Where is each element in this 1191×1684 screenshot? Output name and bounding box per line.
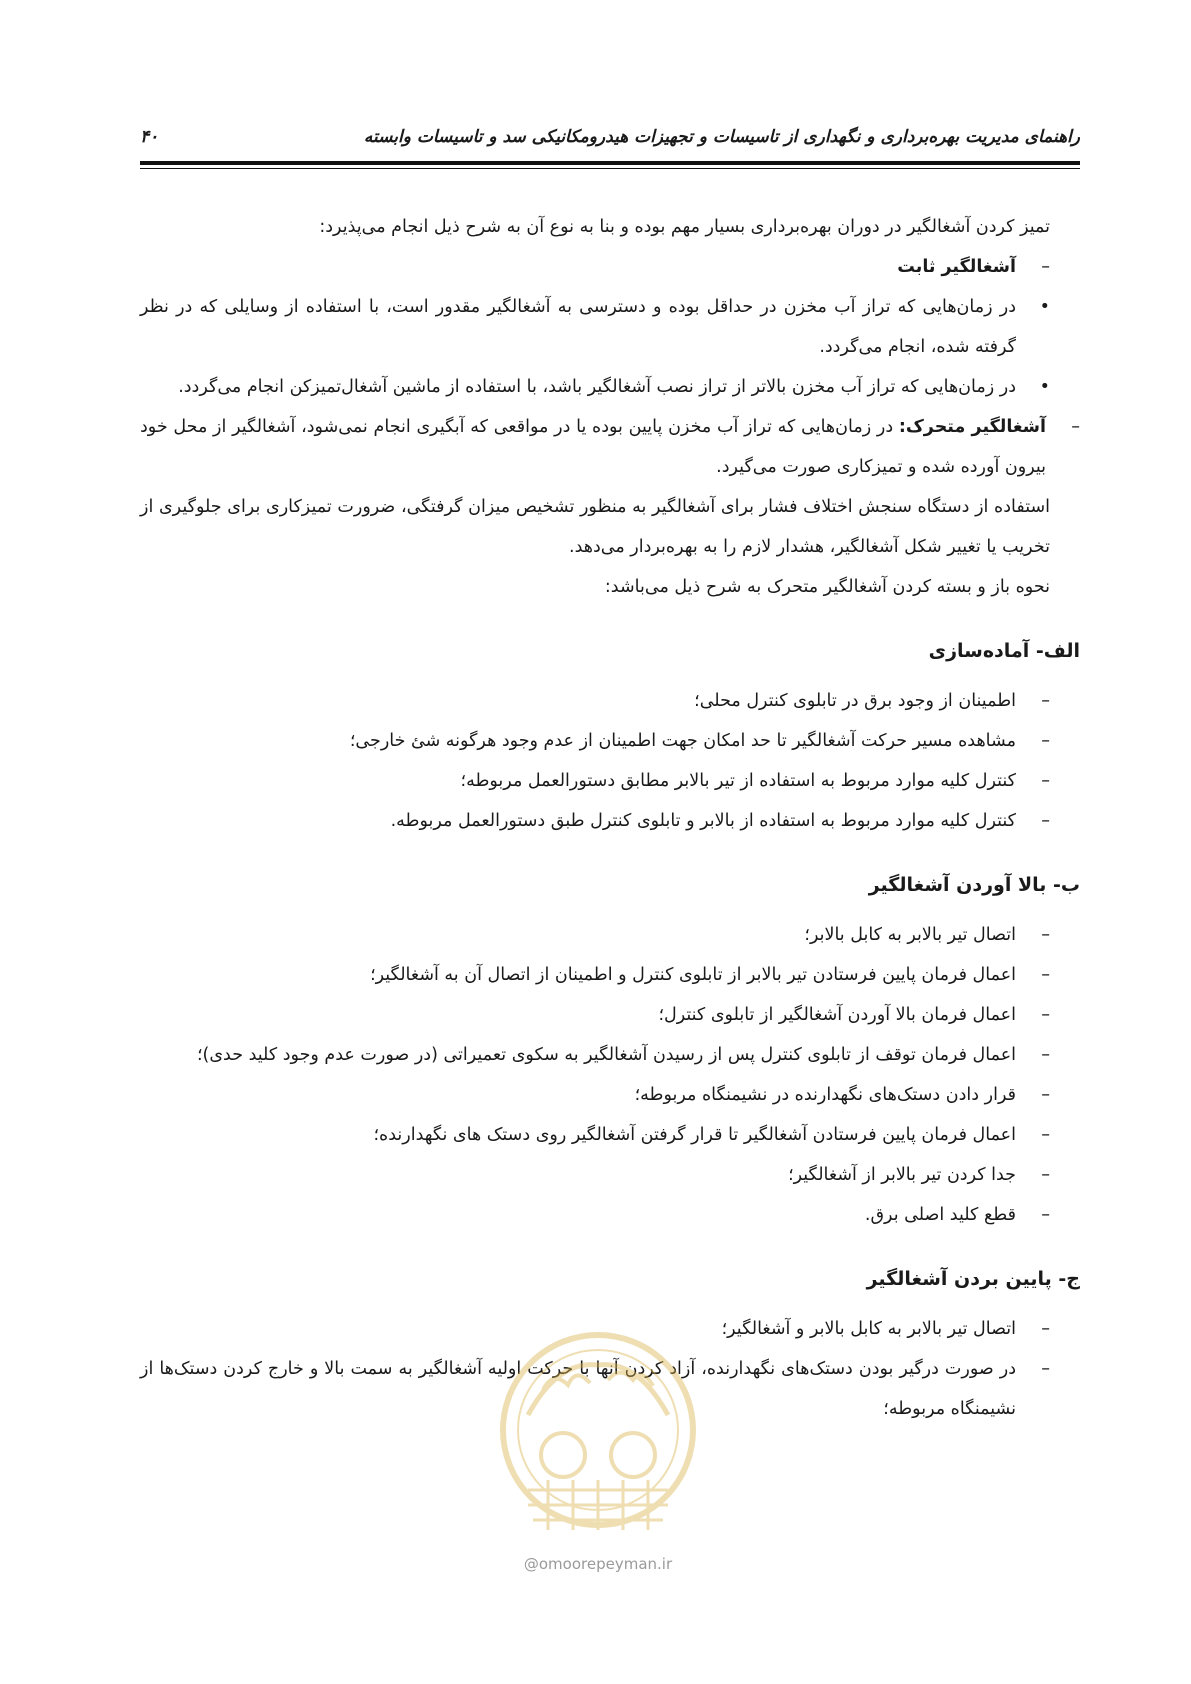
list-item-text: کنترل کلیه موارد مربوط به استفاده از تیر بالابر مطابق دستورالعمل مربوطه؛ (460, 771, 1016, 791)
list-item-text: اعمال فرمان بالا آوردن آشغالگیر از تابلوی کنترل؛ (658, 1005, 1016, 1025)
list-item-text: مشاهده مسیر حرکت آشغالگیر تا حد امکان جهت اطمینان از عدم وجود هرگونه شئ خارجی؛ (349, 731, 1016, 751)
list-item (140, 1195, 1050, 1235)
section-title-prep: الف- آماده‌سازی (928, 640, 1080, 662)
page-number: ۴۰ (140, 127, 159, 147)
dash-marker: – (1041, 925, 1050, 945)
list-item (140, 1155, 1050, 1195)
moving-body: در زمان‌هایی که تراز آب مخزن پایین بوده یا در مواقعی که آبگیری انجام نمی‌شود، آشغالگیر از محل خود بیرون آورده شده و تمیزکاری صورت می‌گیرد. (140, 417, 1046, 477)
list-item-text: اتصال تیر بالابر به کابل بالابر و آشغالگیر؛ (721, 1319, 1016, 1339)
list-item-text: اتصال تیر بالابر به کابل بالابر؛ (804, 925, 1016, 945)
dash-marker: – (1041, 771, 1050, 791)
dash-marker: – (1041, 731, 1050, 751)
list-item (140, 915, 1050, 955)
list-item (140, 681, 1050, 721)
bullet-item (140, 367, 1080, 407)
raise-list (140, 915, 1080, 1235)
header-rule-thick (140, 161, 1080, 165)
dash-marker: – (1041, 965, 1050, 985)
list-item-text: اطمینان از وجود برق در تابلوی کنترل محلی؛ (694, 691, 1016, 711)
list-item (140, 1035, 1050, 1075)
list-item-text: قطع کلید اصلی برق. (864, 1205, 1016, 1225)
list-item-text: قرار دادن دستک‌های نگهدارنده در نشیمنگاه مربوطه؛ (634, 1085, 1016, 1105)
list-item-text: در صورت درگیر بودن دستک‌های نگهدارنده، آزاد کردن آنها با حرکت اولیه آشغالگیر به سمت بالا و خارج کردن دستک‌ها از نشیمنگاه مربوطه؛ (140, 1359, 1016, 1419)
list-item (140, 761, 1050, 801)
list-item-text: کنترل کلیه موارد مربوط به استفاده از بالابر و تابلوی کنترل طبق دستورالعمل مربوطه. (390, 811, 1016, 831)
bullet-marker: • (1039, 297, 1050, 317)
dash-marker: – (1041, 1125, 1050, 1145)
dash-marker: – (1041, 1205, 1050, 1225)
bullet-item (140, 287, 1080, 367)
howto-paragraph: نحوه باز و بسته کردن آشغالگیر متحرک به شرح ذیل می‌باشد: (604, 577, 1050, 597)
dash-marker: – (1041, 1359, 1050, 1379)
dash-marker: – (1041, 1005, 1050, 1025)
section-title-lower: ج- پایین بردن آشغالگیر (866, 1268, 1080, 1290)
list-item-text: اعمال فرمان پایین فرستادن آشغالگیر تا قرار گرفتن آشغالگیر روی دستک های نگهدارنده؛ (373, 1125, 1016, 1145)
fixed-title: آشغالگیر ثابت (897, 257, 1016, 277)
dash-marker: – (1041, 257, 1050, 277)
list-item-text: اعمال فرمان توقف از تابلوی کنترل پس از رسیدن آشغالگیر به سکوی تعمیراتی (در صورت عدم وجود کلید حدی)؛ (196, 1045, 1016, 1065)
dash-marker: – (1041, 691, 1050, 711)
header-title: راهنمای مدیریت بهره‌برداری و نگهداری از تاسیسات و تجهیزات هیدرومکانیکی سد و تاسیسات وابسته (363, 127, 1080, 147)
fixed-heading (140, 247, 1080, 287)
bullet-marker: • (1039, 377, 1050, 397)
dash-marker: – (1041, 1085, 1050, 1105)
watermark-url: @omoorepeyman.ir (523, 1555, 673, 1573)
moving-item (140, 407, 1080, 487)
running-header (140, 122, 1080, 152)
list-item (140, 801, 1050, 841)
pressure-paragraph: استفاده از دستگاه سنجش اختلاف فشار برای آشغالگیر به منظور تشخیص میزان گرفتگی، ضرورت تمیزکاری برای جلوگیری از تخریب یا تغییر شکل آشغالگیر، هشدار لازم را به بهره‌بردار می‌دهد. (140, 497, 1050, 557)
list-item (140, 1075, 1050, 1115)
header-rule-thin (140, 168, 1080, 169)
dash-marker: – (1041, 1165, 1050, 1185)
dash-marker: – (1041, 1319, 1050, 1339)
list-item-text: جدا کردن تیر بالابر از آشغالگیر؛ (788, 1165, 1016, 1185)
bullet-text: در زمان‌هایی که تراز آب مخزن در حداقل بوده و دسترسی به آشغالگیر مقدور است، با استفاده از وسایلی که در نظر گرفته شده، انجام می‌گردد. (140, 297, 1016, 357)
list-item (140, 721, 1050, 761)
bullet-text: در زمان‌هایی که تراز آب مخزن بالاتر از تراز نصب آشغالگیر باشد، با استفاده از ماشین آشغال‌تمیزکن انجام می‌گردد. (178, 377, 1016, 397)
prep-list (140, 681, 1080, 841)
intro-paragraph: تمیز کردن آشغالگیر در دوران بهره‌برداری بسیار مهم بوده و بنا به نوع آن به شرح ذیل انجام می‌پذیرد: (319, 217, 1050, 237)
list-item (140, 955, 1050, 995)
dash-marker: – (1041, 1045, 1050, 1065)
dash-marker: – (1071, 417, 1080, 437)
section-title-raise: ب- بالا آوردن آشغالگیر (868, 874, 1080, 896)
list-item (140, 1115, 1050, 1155)
list-item (140, 995, 1050, 1035)
list-item-text: اعمال فرمان پایین فرستادن تیر بالابر از تابلوی کنترل و اطمینان از اتصال آن به آشغالگیر؛ (370, 965, 1016, 985)
dash-marker: – (1041, 811, 1050, 831)
page-body (140, 207, 1080, 1429)
moving-title: آشغالگیر متحرک: (898, 417, 1046, 437)
moving-text (140, 407, 1046, 487)
